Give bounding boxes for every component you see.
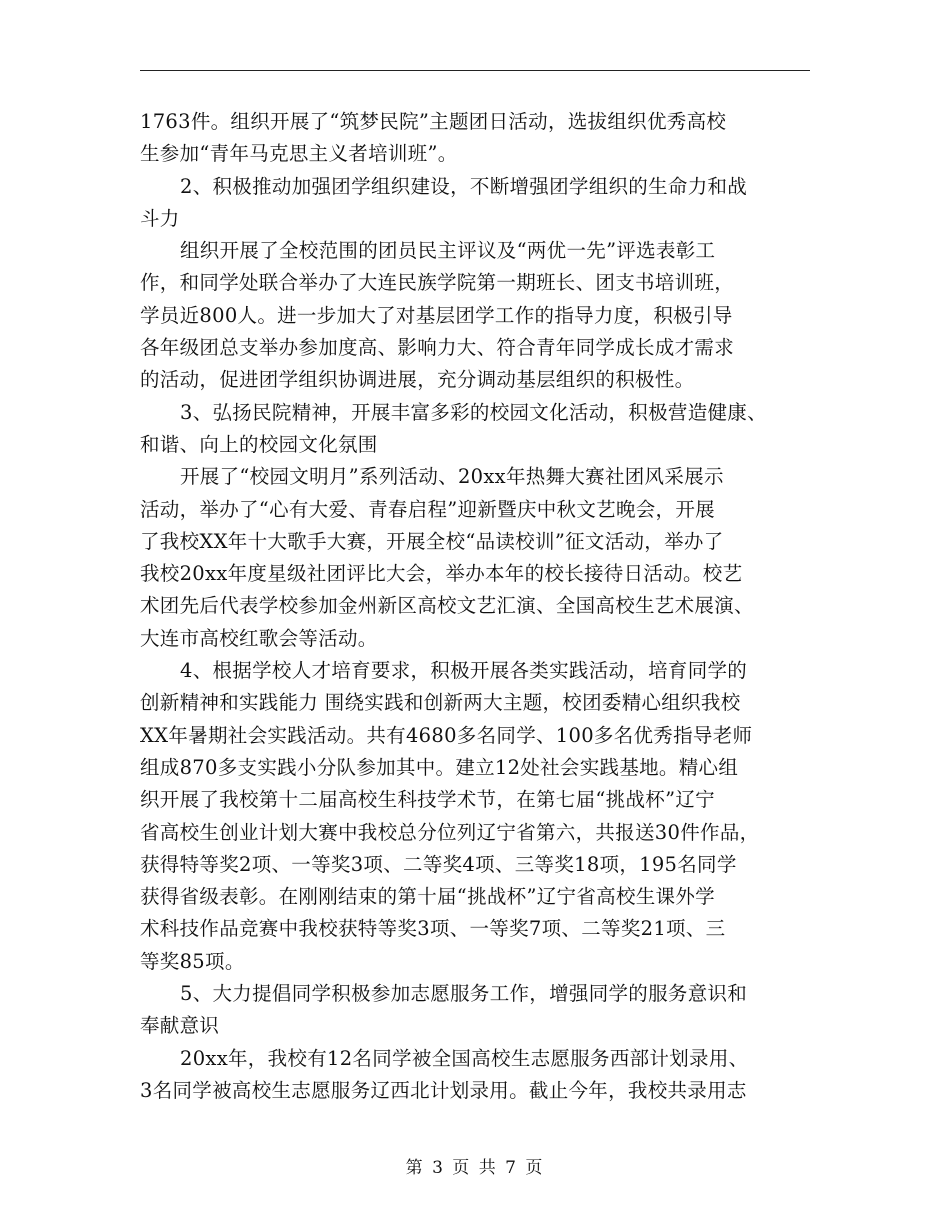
page-footer: 第 3 页 共 7 页 — [405, 1158, 545, 1178]
section-heading-cont: 和谐、向上的校园文化氛围 — [140, 432, 378, 456]
text-line: 各年级团总支举办参加度高、影响力大、符合青年同学成长成才需求 — [140, 336, 735, 360]
text-line: 学员近800人。进一步加大了对基层团学工作的指导力度，积极引导 — [140, 303, 733, 327]
text-line: 我校20xx年度星级社团评比大会，举办本年的校长接待日活动。校艺 — [140, 562, 743, 586]
text-line: 术团先后代表学校参加金州新区高校文艺汇演、全国高校生艺术展演、 — [140, 594, 754, 618]
text-line: XX年暑期社会实践活动。共有4680多名同学、100多名优秀指导老师 — [140, 723, 753, 747]
text-line: 等奖85项。 — [140, 949, 245, 973]
section-heading: 3、弘扬民院精神，开展丰富多彩的校园文化活动，积极营造健康、 — [180, 400, 767, 424]
body-text — [140, 106, 816, 1107]
text-line: 开展了“校园文明月”系列活动、20xx年热舞大赛社团风采展示 — [180, 465, 724, 489]
text-line: 1763件。组织开展了“筑梦民院”主题团日活动，选拔组织优秀高校 — [140, 110, 727, 133]
text-line: 省高校生创业计划大赛中我校总分位列辽宁省第六，共报送30件作品， — [140, 820, 760, 844]
header-rule — [140, 70, 810, 71]
text-line: 活动，举办了“心有大爱、青春启程”迎新暨庆中秋文艺晚会，开展 — [140, 497, 715, 521]
text-line: 获得特等奖2项、一等奖3项、二等奖4项、三等奖18项，195名同学 — [140, 852, 737, 876]
text-line: 作，和同学处联合举办了大连民族学院第一期班长、团支书培训班， — [140, 271, 735, 295]
section-heading: 4、根据学校人才培育要求，积极开展各类实践活动，培育同学的 — [180, 659, 748, 683]
section-heading-cont: 斗力 — [140, 206, 180, 230]
text-line: 了我校XX年十大歌手大赛，开展全校“品读校训”征文活动，举办了 — [140, 529, 724, 553]
text-line: 获得省级表彰。在刚刚结束的第十届“挑战杯”辽宁省高校生课外学 — [140, 885, 715, 909]
text-line: 生参加“青年马克思主义者培训班”。 — [140, 142, 458, 166]
text-line: 20xx年，我校有12名同学被全国高校生志愿服务西部计划录用、 — [180, 1046, 749, 1070]
section-heading: 2、积极推动加强团学组织建设，不断增强团学组织的生命力和战 — [180, 174, 748, 198]
text-line: 组成870多支实践小分队参加其中。建立12处社会实践基地。精心组 — [140, 755, 739, 779]
section-heading: 5、大力提倡同学积极参加志愿服务工作，增强同学的服务意识和 — [180, 982, 748, 1006]
text-line: 术科技作品竞赛中我校获特等奖3项、一等奖7项、二等奖21项、三 — [140, 917, 726, 941]
text-line: 创新精神和实践能力 围绕实践和创新两大主题，校团委精心组织我校 — [140, 691, 741, 715]
text-line: 组织开展了全校范围的团员民主评议及“两优一先”评选表彰工 — [180, 239, 716, 263]
text-line: 3名同学被高校生志愿服务辽西北计划录用。截止今年，我校共录用志 — [140, 1078, 747, 1102]
section-heading-cont: 奉献意识 — [140, 1014, 220, 1038]
text-line: 织开展了我校第十二届高校生科技学术节，在第七届“挑战杯”辽宁 — [140, 788, 715, 812]
text-line: 的活动，促进团学组织协调进展，充分调动基层组织的积极性。 — [140, 368, 695, 392]
text-line: 大连市高校红歌会等活动。 — [140, 626, 378, 650]
